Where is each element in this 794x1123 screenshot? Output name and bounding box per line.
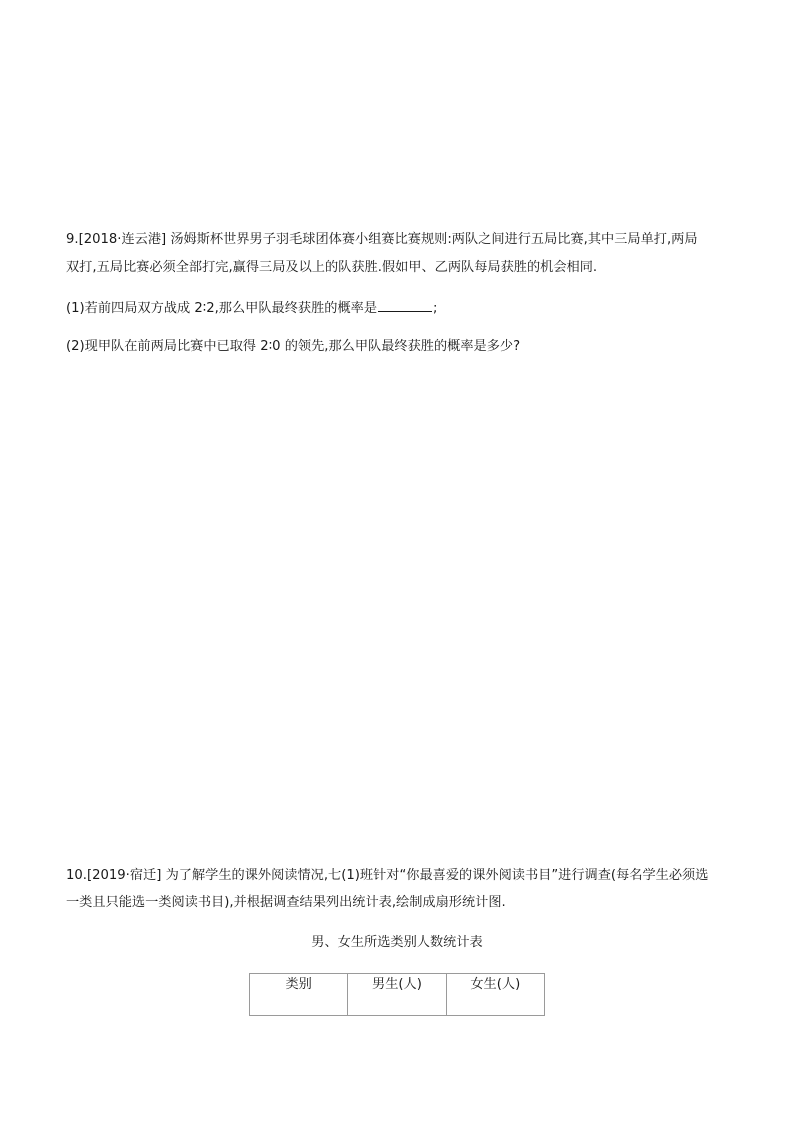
q9-part-1-suffix: ; [433,301,438,316]
q9-part-1-text: (1)若前四局双方战成 2∶2,那么甲队最终获胜的概率是 [66,301,378,316]
q9-part-2: (2)现甲队在前两局比赛中已取得 2∶0 的领先,那么甲队最终获胜的概率是多少? [66,339,521,354]
answer-blank[interactable] [378,297,432,312]
q9-part-1 [66,297,736,319]
header-category: 类别 [250,974,348,1016]
header-girls: 女生(人) [446,974,544,1016]
header-boys: 男生(人) [348,974,446,1016]
statistics-table [249,973,545,1016]
table-header-row [250,974,545,1016]
table-title: 男、女生所选类别人数统计表 [311,935,483,950]
q9-stem-line-1: 9.[2018·连云港] 汤姆斯杯世界男子羽毛球团体赛小组赛比赛规则:两队之间进行五局比赛,其中三局单打,两局 [66,232,698,247]
q10-stem-line-2: 一类且只能选一类阅读书目),并根据调查结果列出统计表,绘制成扇形统计图. [66,895,506,910]
q10-stem-line-1: 10.[2019·宿迁] 为了解学生的课外阅读情况,七(1)班针对“你最喜爱的课外阅读书目”进行调查(每名学生必须选 [66,868,709,883]
q9-stem-line-2: 双打,五局比赛必须全部打完,赢得三局及以上的队获胜.假如甲、乙两队每局获胜的机会相同. [66,260,598,275]
